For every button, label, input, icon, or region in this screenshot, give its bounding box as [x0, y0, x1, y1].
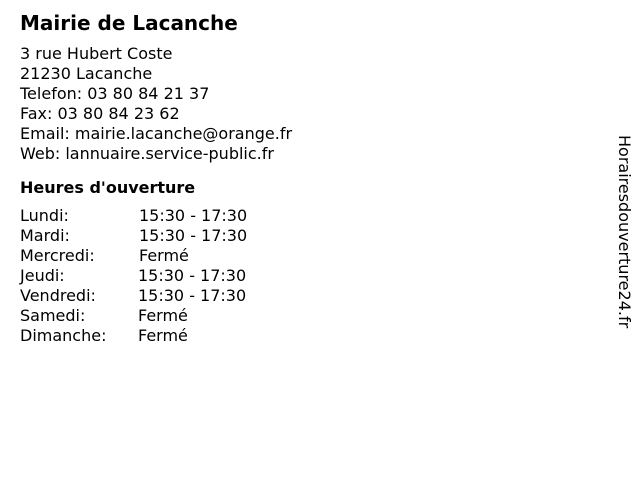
hours-day: Lundi: — [20, 206, 69, 225]
hours-time: 15:30 - 17:30 — [138, 286, 247, 305]
hours-time: 15:30 - 17:30 — [139, 226, 248, 245]
address-block — [20, 44, 580, 164]
web-line: Web: lannuaire.service-public.fr — [20, 144, 274, 163]
hours-row-jeudi — [20, 266, 580, 286]
hours-time: 15:30 - 17:30 — [139, 206, 248, 225]
phone-line: Telefon: 03 80 84 21 37 — [20, 84, 210, 103]
hours-row-lundi — [20, 206, 580, 226]
hours-heading: Heures d'ouverture — [20, 178, 196, 197]
hours-day: Mardi: — [20, 226, 70, 245]
email-line: Email: mairie.lacanche@orange.fr — [20, 124, 293, 143]
hours-day: Dimanche: — [20, 326, 107, 345]
hours-day: Jeudi: — [20, 266, 65, 285]
hours-row-mardi — [20, 226, 580, 246]
hours-day: Samedi: — [20, 306, 86, 325]
hours-time: Fermé — [138, 306, 188, 325]
address-street: 3 rue Hubert Coste — [20, 44, 173, 63]
address-city: 21230 Lacanche — [20, 64, 153, 83]
business-card — [20, 10, 580, 346]
hours-row-samedi — [20, 306, 580, 326]
hours-day: Vendredi: — [20, 286, 96, 305]
hours-row-dimanche — [20, 326, 580, 346]
hours-row-vendredi — [20, 286, 580, 306]
hours-time: Fermé — [139, 246, 189, 265]
hours-time: Fermé — [138, 326, 188, 345]
hours-time: 15:30 - 17:30 — [138, 266, 247, 285]
hours-row-mercredi — [20, 246, 580, 266]
page-title: Mairie de Lacanche — [20, 11, 238, 35]
hours-table — [20, 206, 580, 346]
hours-day: Mercredi: — [20, 246, 95, 265]
fax-line: Fax: 03 80 84 23 62 — [20, 104, 180, 123]
brand-watermark: Horairesdouverture24.fr — [615, 135, 634, 329]
